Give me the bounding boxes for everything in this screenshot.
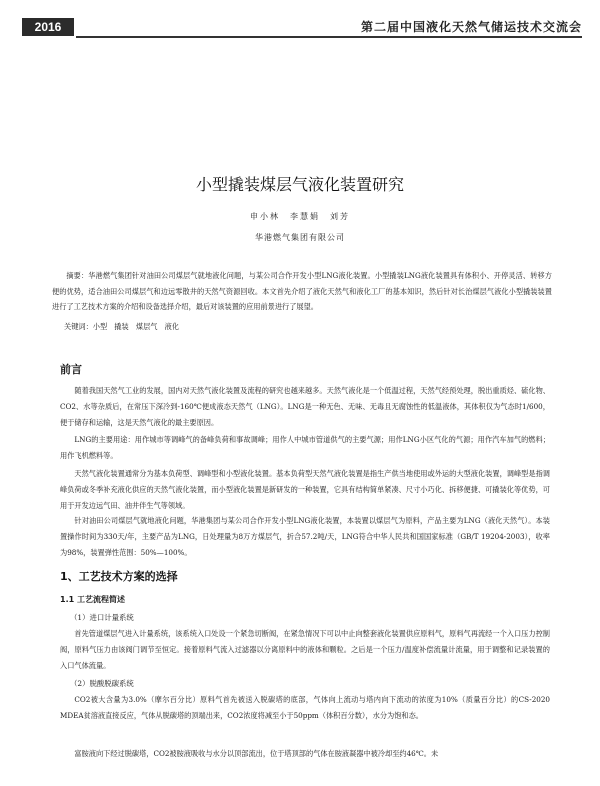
paragraph: 首先管道煤层气进入计量系统，该系统入口处设一个紧急切断阀，在紧急情况下可以中止向整套液化装置供应原料气，原料气再流经一个入口压力控制阀，原料气压力由该阀门调节至恒定。接着原料气流入过滤器以分离原料中的液体和颗粒。之后是一个压力/温度补偿流量计流量，用于调整和记录装置的入口气体流量。: [60, 629, 550, 670]
paragraph: CO2被大含量为3.0%（摩尔百分比）原料气首先被送入脱碳塔的底部，气体向上流动与塔内向下流动的浓度为10%（质量百分比）的CS-2020 MDEA贫溶液直接反应，气体从脱碳塔的顶端出来，CO2浓度将减至小于50ppm（体积百分数），水分为饱和态。: [60, 695, 550, 720]
affiliation: 华港燃气集团有限公司: [255, 233, 345, 242]
section-heading-preface: 前言: [60, 363, 82, 376]
list-item-heading: （2）脱酸脱碳系统: [70, 679, 134, 688]
header-rule: [76, 36, 582, 38]
paragraph: 富胺液向下经过脱碳塔，CO2被胺液吸收与水分以顶部流出，位于塔顶部的气体在胺液凝器中被冷却至约46℃。未: [74, 749, 439, 758]
paragraph: LNG的主要用途：用作城市等调峰气的备峰负荷和事故调峰；用作人中城市管道供气的主要气源；用作LNG小区气化的气源；用作汽车加气的燃料；用作飞机燃料等。: [60, 435, 550, 460]
abstract: 摘要：华港燃气集团针对油田公司煤层气就地液化问题，与某公司合作开发小型LNG液化装置。小型撬装LNG液化装置具有体积小、开停灵活、转移方便的优势，适合油田公司煤层气和边远零散井的天然气资源回收。本文首先介绍了液化天然气和液化工厂的基本知识，然后针对长治煤层气液化小型撬装装置进行了工艺技术方案的介绍和设备选择介绍，最后对该装置的应用前景进行了展望。: [52, 271, 552, 311]
paragraph: 随着我国天然气工业的发展，国内对天然气液化装置及流程的研究也越来越多。天然气液化是一个低温过程，天然气经预处理，脱出重质烃、硫化物、CO2、水等杂质后，在常压下深冷到-160℃便成液态天然气（LNG）。LNG是一种无色、无味、无毒且无腐蚀性的低温液体，其体积仅为气态时1/600，便于储存和运输，这是天然气液化的最主要原因。: [60, 386, 550, 427]
subsection-heading-1-1: 1.1 工艺流程简述: [60, 595, 125, 604]
paragraph: 针对油田公司煤层气就地液化问题，华港集团与某公司合作开发小型LNG液化装置，本装置以煤层气为原料，产品主要为LNG（液化天然气）。本装置操作时间为330天/年，主要产品为LNG，日处理量为8万方煤层气，折合57.2吨/天，LNG符合中华人民共和国国家标准（GB/T 19204-2003），收率为98%，装置弹性范围：50%—100%。: [60, 516, 550, 557]
conference-title: 第二届中国液化天然气储运技术交流会: [360, 20, 582, 34]
paper-title: 小型撬装煤层气液化装置研究: [195, 175, 404, 194]
year-tag: 2016: [22, 18, 74, 36]
section-heading-1: 1、工艺技术方案的选择: [60, 570, 178, 583]
list-item-heading: （1）进口计量系统: [70, 613, 134, 622]
authors: 申小林 李慧娟 刘芳: [250, 212, 350, 221]
paragraph: 天然气液化装置通常分为基本负荷型、调峰型和小型液化装置。基本负荷型天然气液化装置是指生产供当地使用或外运的大型液化装置，调峰型是指调峰负荷或冬季补充液化供应的天然气液化装置，而小型液化装置是新研发的一种装置，它具有结构简单紧凑、尺寸小巧化、拆移便捷、可撬装化等优势，可用于开发边远气田、油井伴生气等领域。: [60, 469, 550, 510]
page-header: [22, 14, 582, 40]
keywords: 关键词：小型 撬装 煤层气 液化: [64, 322, 180, 331]
